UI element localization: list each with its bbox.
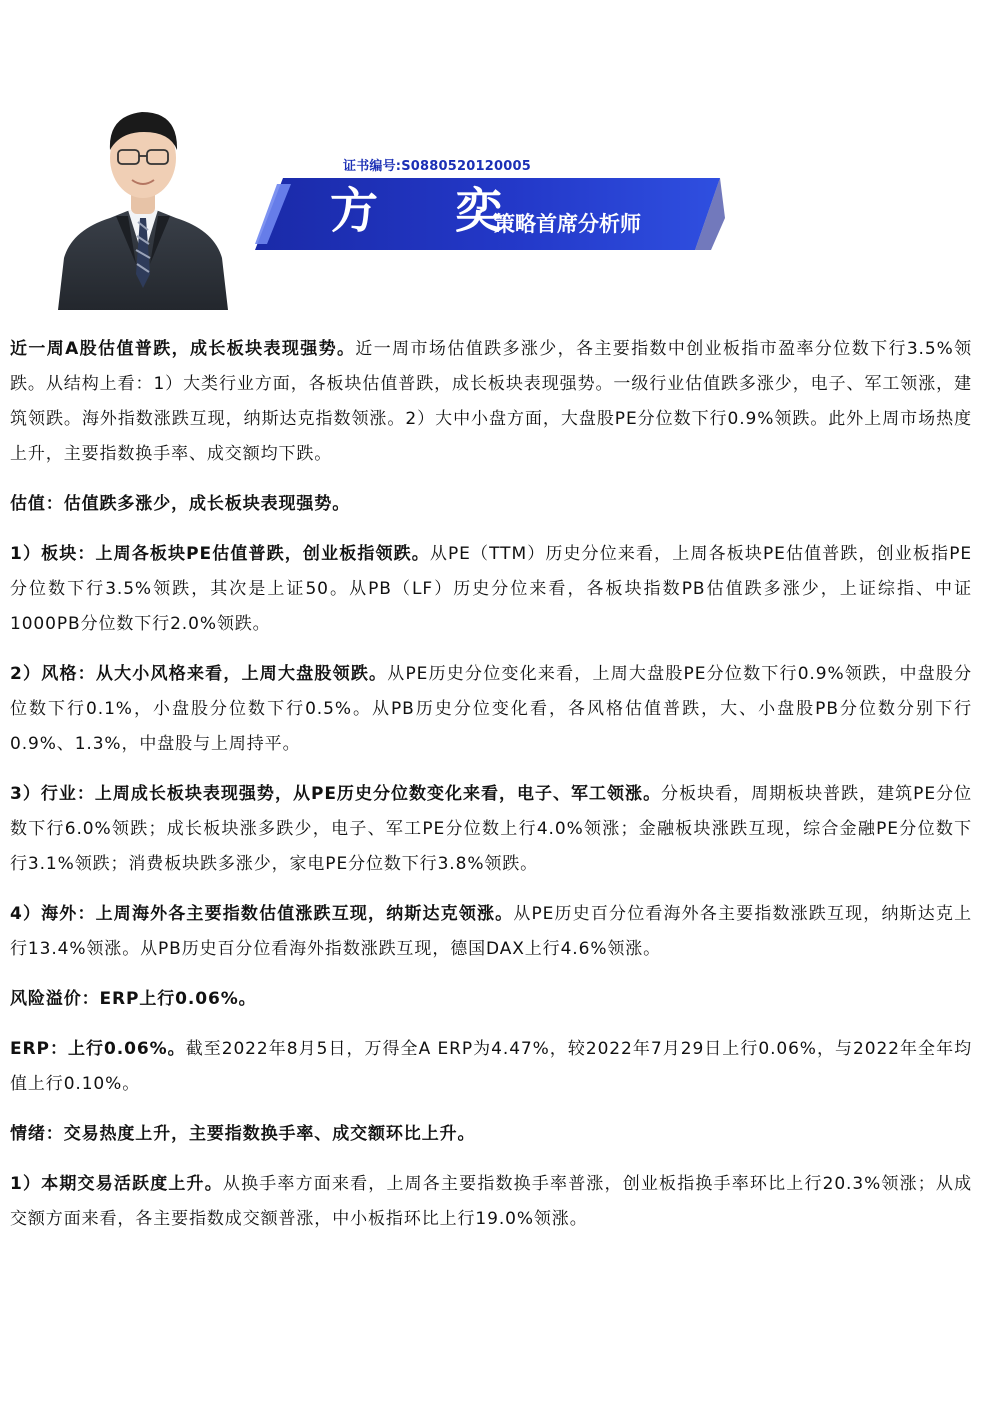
analyst-name: 方 奕 (330, 183, 533, 239)
paragraph-erp (10, 1032, 972, 1102)
paragraph-text: 从PE历史分位变化来看，上周大盘股PE分位数下行0.9%领跌，中盘股分位数下行0.1%，小盘股分位数下行0.5%。从PB历史分位变化看，各风格估值普跌，大、小盘股PB分位数分别下行0.9%、1.3%，中盘股与上周持平。 (10, 664, 972, 754)
paragraph-heading: 3）行业：上周成长板块表现强势，从PE历史分位数变化来看，电子、军工领涨。 (10, 784, 662, 804)
paragraph-heading: 1）本期交易活跃度上升。 (10, 1174, 223, 1194)
paragraph-heading: 1）板块：上周各板块PE估值普跌，创业板指领跌。 (10, 544, 430, 564)
paragraph-risk-premium (10, 982, 972, 1017)
report-body (10, 332, 972, 1252)
paragraph-summary (10, 332, 972, 472)
paragraph-industry (10, 777, 972, 882)
paragraph-style (10, 657, 972, 762)
paragraph-text: 近一周市场估值跌多涨少，各主要指数中创业板指市盈率分位数下行3.5%领跌。从结构上看：1）大类行业方面，各板块估值普跌，成长板块表现强势。一级行业估值跌多涨少，电子、军工领涨，建筑领跌。海外指数涨跌互现，纳斯达克指数领涨。2）大中小盘方面，大盘股PE分位数下行0.9%领跌。此外上周市场热度上升，主要指数换手率、成交额均下跌。 (10, 339, 973, 464)
paragraph-heading: 情绪：交易热度上升，主要指数换手率、成交额环比上升。 (10, 1124, 476, 1144)
paragraph-activity (10, 1167, 972, 1237)
analyst-header (0, 0, 992, 320)
paragraph-heading: 风险溢价：ERP上行0.06%。 (10, 989, 257, 1009)
paragraph-heading: 2）风格：从大小风格来看，上周大盘股领跌。 (10, 664, 388, 684)
paragraph-text: 从PE（TTM）历史分位来看，上周各板块PE估值普跌，创业板指PE分位数下行3.5%领跌，其次是上证50。从PB（LF）历史分位来看，各板块指数PB估值跌多涨少，上证综指、中证1000PB分位数下行2.0%领跌。 (10, 544, 972, 634)
paragraph-text: 从换手率方面来看，上周各主要指数换手率普涨，创业板指换手率环比上行20.3%领涨；从成交额方面来看，各主要指数成交额普涨，中小板指环比上行19.0%领涨。 (10, 1174, 972, 1229)
analyst-portrait-icon (58, 98, 228, 310)
paragraph-valuation (10, 487, 972, 522)
paragraph-heading: 估值：估值跌多涨少，成长板块表现强势。 (10, 494, 351, 514)
paragraph-sectors (10, 537, 972, 642)
paragraph-overseas (10, 897, 972, 967)
paragraph-heading: 近一周A股估值普跌，成长板块表现强势。 (10, 339, 356, 359)
paragraph-heading: ERP：上行0.06%。 (10, 1039, 186, 1059)
certificate-number: 证书编号:S0880520120005 (343, 159, 531, 174)
paragraph-text: 从PE历史百分位看海外各主要指数涨跌互现，纳斯达克上行13.4%领涨。从PB历史百分位看海外指数涨跌互现，德国DAX上行4.6%领涨。 (10, 904, 972, 959)
paragraph-text: 分板块看，周期板块普跌，建筑PE分位数下行6.0%领跌；成长板块涨多跌少，电子、军工PE分位数上行4.0%领涨；金融板块涨跌互现，综合金融PE分位数下行3.1%领跌；消费板块跌多涨少，家电PE分位数下行3.8%领跌。 (10, 784, 972, 874)
paragraph-sentiment (10, 1117, 972, 1152)
analyst-title: 策略首席分析师 (494, 212, 641, 236)
paragraph-text: 截至2022年8月5日，万得全A ERP为4.47%，较2022年7月29日上行0.06%，与2022年全年均值上行0.10%。 (10, 1039, 972, 1094)
paragraph-heading: 4）海外：上周海外各主要指数估值涨跌互现，纳斯达克领涨。 (10, 904, 514, 924)
